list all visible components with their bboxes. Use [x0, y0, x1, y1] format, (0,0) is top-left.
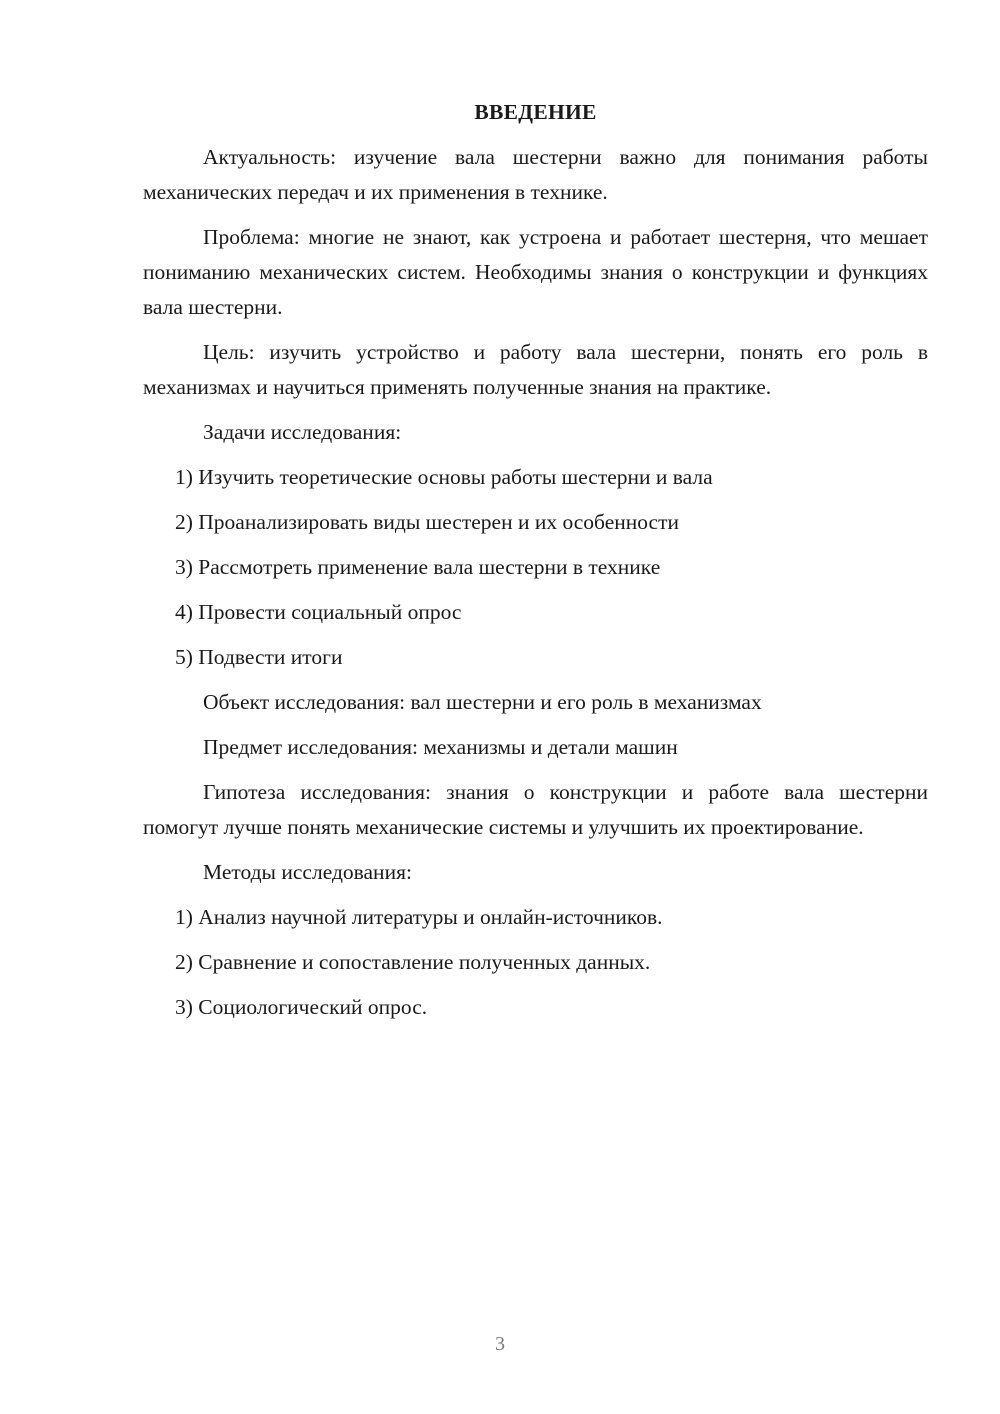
object-paragraph: Объект исследования: вал шестерни и его роль в механизмах — [203, 690, 762, 714]
hypothesis-paragraph: Гипотеза исследования: знания о конструкции и работе вала шестерни помогут лучше понять механические системы и улучшить их проектирование. — [143, 780, 928, 839]
method-item: 1) Анализ научной литературы и онлайн-источников. — [175, 905, 663, 929]
problem-paragraph: Проблема: многие не знают, как устроена и работает шестерня, что мешает пониманию механических систем. Необходимы знания о конструкции и функциях вала шестерни. — [143, 225, 928, 319]
task-item: 5) Подвести итоги — [175, 645, 343, 669]
method-item: 2) Сравнение и сопоставление полученных данных. — [175, 950, 651, 974]
subject-paragraph: Предмет исследования: механизмы и детали машин — [203, 735, 678, 759]
methods-heading: Методы исследования: — [203, 860, 412, 884]
page-content — [143, 95, 928, 1035]
page-title: ВВЕДЕНИЕ — [474, 100, 597, 124]
method-item: 3) Социологический опрос. — [175, 995, 428, 1019]
task-item: 4) Провести социальный опрос — [175, 600, 462, 624]
task-item: 1) Изучить теоретические основы работы шестерни и вала — [175, 465, 713, 489]
relevance-paragraph: Актуальность: изучение вала шестерни важно для понимания работы механических передач и их применения в технике. — [143, 145, 928, 204]
goal-paragraph: Цель: изучить устройство и работу вала шестерни, понять его роль в механизмах и научиться применять полученные знания на практике. — [143, 340, 928, 399]
task-item: 3) Рассмотреть применение вала шестерни в технике — [175, 555, 661, 579]
task-item: 2) Проанализировать виды шестерен и их особенности — [175, 510, 679, 534]
tasks-heading: Задачи исследования: — [203, 420, 402, 444]
page-number: 3 — [495, 1333, 505, 1355]
